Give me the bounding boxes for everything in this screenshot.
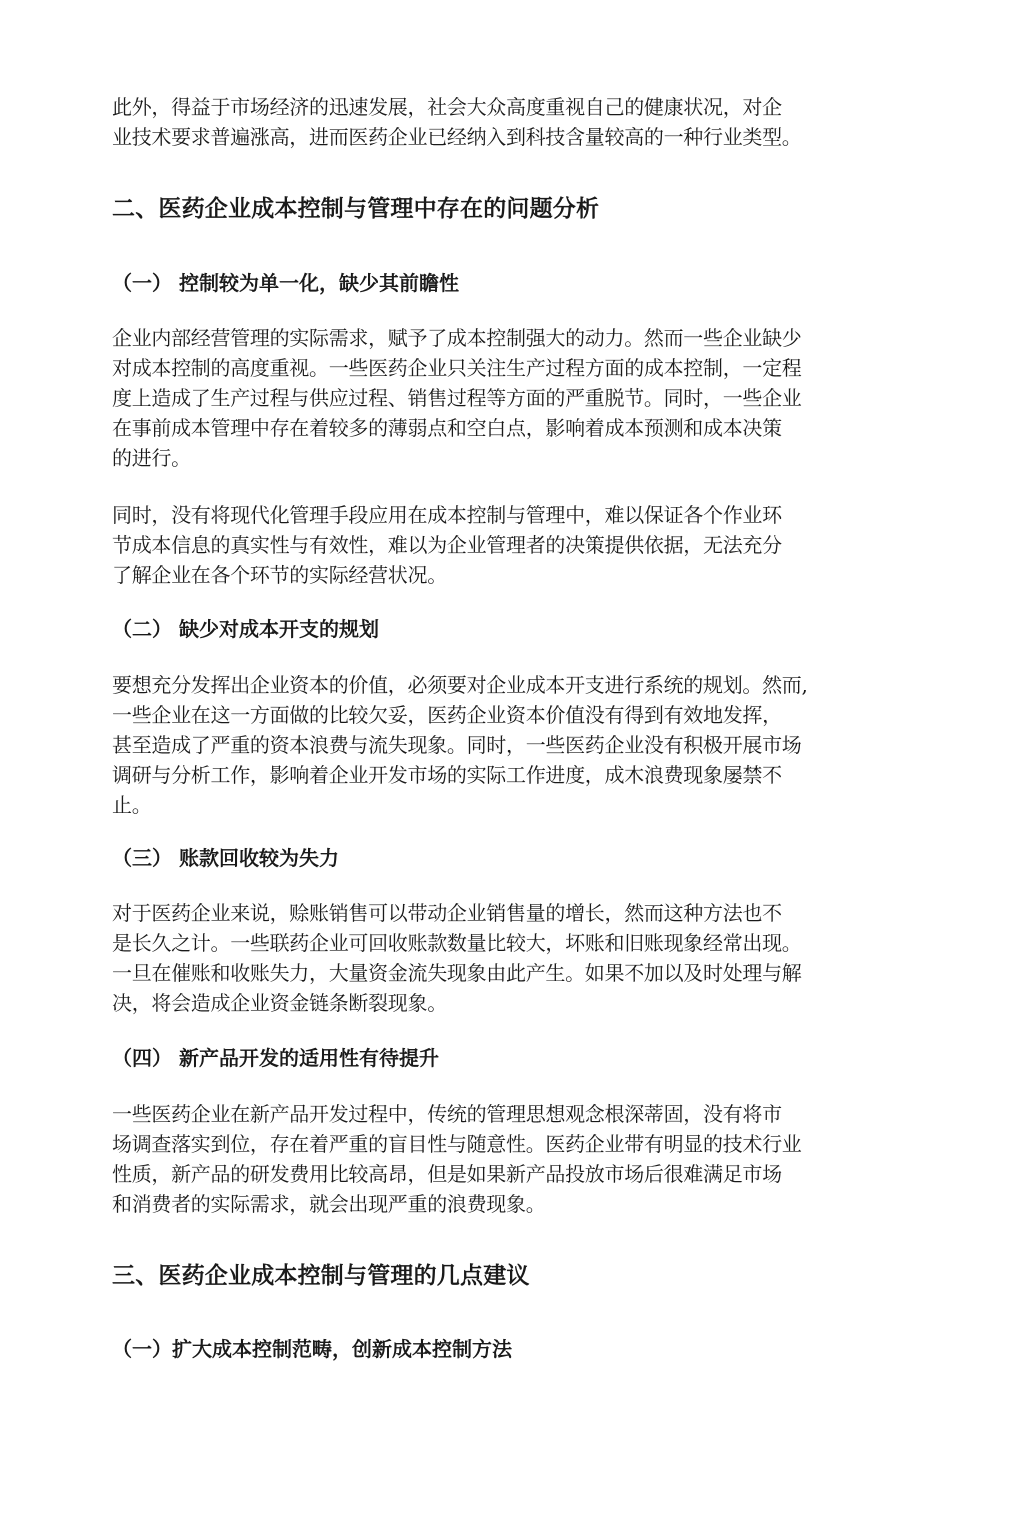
paragraph-line: 业技术要求普遍涨高，进而医药企业已经纳入到科技含量较高的一种行业类型。 [112, 125, 802, 149]
paragraph-line: 一些医药企业在新产品开发过程中，传统的管理思想观念根深蒂固，没有将市 [112, 1102, 782, 1126]
subsection-2-4-heading: （四） 新产品开发的适用性有待提升 [112, 1046, 439, 1070]
paragraph-line: 决，将会造成企业资金链条断裂现象。 [112, 991, 447, 1015]
section-3-heading: 三、医药企业成本控制与管理的几点建议 [112, 1262, 530, 1289]
paragraph-line: 此外，得益于市场经济的迅速发展，社会大众高度重视自己的健康状况，对企 [112, 95, 782, 119]
paragraph-line: 一些企业在这一方面做的比较欠妥，医药企业资本价值没有得到有效地发挥， [112, 703, 782, 727]
subsection-2-1-paragraph-2 [112, 500, 902, 590]
subsection-2-4-paragraph-1 [112, 1099, 902, 1219]
subsection-3-1-heading: （一）扩大成本控制范畴，创新成本控制方法 [112, 1337, 512, 1361]
paragraph-line: 场调查落实到位，存在着严重的盲目性与随意性。医药企业带有明显的技术行业 [112, 1132, 802, 1156]
subsection-2-2-paragraph-1 [112, 670, 902, 820]
paragraph-line: 了解企业在各个环节的实际经营状况。 [112, 563, 447, 587]
paragraph-line: 的进行。 [112, 446, 191, 470]
paragraph-line: 企业内部经营管理的实际需求，赋予了成本控制强大的动力。然而一些企业缺少 [112, 326, 802, 350]
paragraph-line: 度上造成了生产过程与供应过程、销售过程等方面的严重脱节。同时，一些企业 [112, 386, 802, 410]
paragraph-line: 甚至造成了严重的资本浪费与流失现象。同时，一些医药企业没有积极开展市场 [112, 733, 802, 757]
paragraph-line: 要想充分发挥出企业资本的价值，必须要对企业成本开支进行系统的规划。然而, [112, 673, 808, 697]
subsection-2-3-heading: （三） 账款回收较为失力 [112, 846, 339, 870]
paragraph-line: 和消费者的实际需求，就会出现严重的浪费现象。 [112, 1192, 546, 1216]
subsection-2-2-heading: （二） 缺少对成本开支的规划 [112, 617, 379, 641]
paragraph-line: 一旦在催账和收账失力，大量资金流失现象由此产生。如果不加以及时处理与解 [112, 961, 802, 985]
paragraph-line: 同时，没有将现代化管理手段应用在成本控制与管理中，难以保证各个作业环 [112, 503, 782, 527]
intro-paragraph [112, 92, 902, 152]
subsection-2-1-heading: （一） 控制较为单一化，缺少其前瞻性 [112, 271, 459, 295]
paragraph-line: 节成本信息的真实性与有效性，难以为企业管理者的决策提供依据，无法充分 [112, 533, 782, 557]
paragraph-line: 是长久之计。一些联药企业可回收账款数量比较大，坏账和旧账现象经常出现。 [112, 931, 802, 955]
paragraph-line: 对成本控制的高度重视。一些医药企业只关注生产过程方面的成本控制，一定程 [112, 356, 802, 380]
subsection-2-3-paragraph-1 [112, 898, 902, 1018]
paragraph-line: 调研与分析工作，影响着企业开发市场的实际工作进度，成木浪费现象屡禁不 [112, 763, 782, 787]
paragraph-line: 在事前成本管理中存在着较多的薄弱点和空白点，影响着成本预测和成本决策 [112, 416, 782, 440]
paragraph-line: 止。 [112, 793, 152, 817]
subsection-2-1-paragraph-1 [112, 323, 902, 473]
paragraph-line: 对于医药企业来说，赊账销售可以带动企业销售量的增长，然而这种方法也不 [112, 901, 782, 925]
section-2-heading: 二、医药企业成本控制与管理中存在的问题分析 [112, 195, 600, 222]
paragraph-line: 性质，新产品的研发费用比较高昂，但是如果新产品投放市场后很难满足市场 [112, 1162, 782, 1186]
